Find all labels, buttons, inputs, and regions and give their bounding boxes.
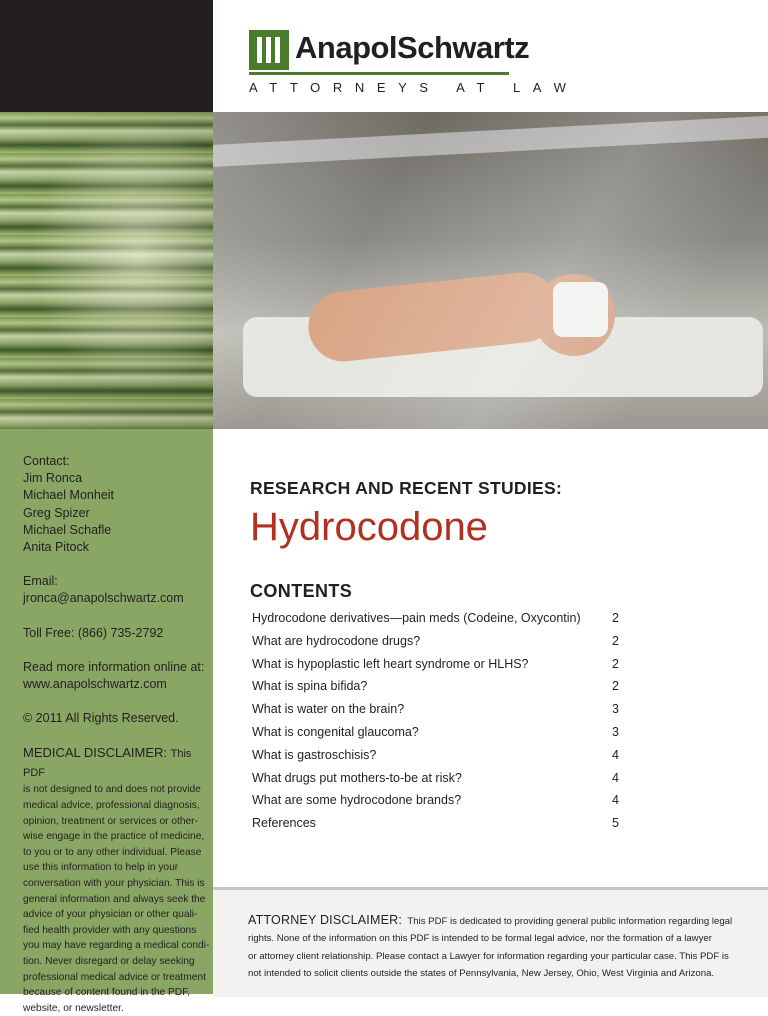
logo-rule — [249, 72, 509, 75]
medical-disclaimer-heading: MEDICAL DISCLAIMER: This PDF — [23, 745, 192, 780]
contact-label: Contact: — [23, 454, 70, 468]
toc-entry[interactable] — [252, 653, 632, 676]
header — [213, 0, 768, 112]
toc-entry-title: What is gastroschisis? — [252, 747, 377, 762]
medical-disclaimer-line: opinion, treatment or services or other- — [23, 815, 198, 827]
logo-columns-icon — [249, 30, 289, 70]
motion-blur-image — [0, 112, 213, 429]
email-label: Email: — [23, 574, 58, 589]
toc-entry[interactable] — [252, 767, 632, 790]
toc-entry-page: 5 — [612, 816, 619, 831]
medical-disclaimer-line: tion. Never disregard or delay seeking — [23, 955, 195, 967]
attorney-disclaimer-line: or attorney client relationship. Please contact a Lawyer for information regarding your particular case. This PDF is — [248, 950, 729, 962]
medical-disclaimer-line: to you or to any other individual. Please — [23, 846, 202, 858]
contact-name: Greg Spizer — [23, 505, 90, 520]
toc-entry-page: 3 — [612, 702, 619, 717]
toc-entry[interactable] — [252, 812, 632, 835]
corner-block — [0, 0, 213, 112]
contact-name: Jim Ronca — [23, 471, 83, 486]
contact-name: Michael Monheit — [23, 488, 115, 503]
toc-entry[interactable] — [252, 607, 632, 630]
medical-disclaimer-line: is not designed to and does not provide — [23, 784, 201, 796]
medical-disclaimer-line: because of content found in the PDF, — [23, 987, 191, 999]
document-subtitle: RESEARCH AND RECENT STUDIES: — [250, 478, 563, 498]
medical-disclaimer-line: wise engage in the practice of medicine, — [23, 831, 205, 843]
toc-entry[interactable] — [252, 675, 632, 698]
toc-entry-page: 3 — [612, 724, 619, 739]
attorney-disclaimer-line: not intended to solicit clients outside the states of Pennsylvania, New Jersey, Ohio, West Virginia and Arizona. — [248, 968, 715, 980]
attorney-disclaimer-line: rights. None of the information on this PDF is intended to be formal legal advice, nor the formation of a lawyer — [248, 933, 712, 945]
toc-entry-title: What drugs put mothers-to-be at risk? — [252, 770, 462, 785]
toc-entry[interactable] — [252, 630, 632, 653]
toc-entry-page: 2 — [612, 656, 619, 671]
toc-entry-page: 4 — [612, 747, 619, 762]
toc-entry[interactable] — [252, 698, 632, 721]
toc-entry-page: 2 — [612, 633, 619, 648]
toc-entry-title: What are hydrocodone drugs? — [252, 633, 421, 648]
toc-entry-title: What is congenital glaucoma? — [252, 724, 419, 739]
contact-sidebar — [0, 429, 213, 1014]
toc-entry-page: 4 — [612, 793, 619, 808]
toc-entry[interactable] — [252, 721, 632, 744]
medical-disclaimer-line: fied health provider with any questions — [23, 924, 197, 936]
brand-name: AnapolSchwartz — [295, 30, 530, 65]
table-of-contents — [252, 607, 632, 835]
attorney-disclaimer — [248, 912, 748, 983]
toc-entry-page: 2 — [612, 611, 619, 625]
attorney-disclaimer-heading: ATTORNEY DISCLAIMER: — [248, 913, 403, 927]
contact-name: Anita Pitock — [23, 540, 90, 555]
toc-entry[interactable] — [252, 789, 632, 812]
toc-entry-title: Hydrocodone derivatives—pain meds (Codeine, Oxycontin) — [252, 611, 581, 625]
copyright: © 2011 All Rights Reserved. — [23, 711, 179, 726]
toc-entry-title: What are some hydrocodone brands? — [252, 793, 462, 808]
brand-tagline: ATTORNEYS AT LAW — [249, 80, 579, 95]
toc-entry-title: What is water on the brain? — [252, 702, 405, 717]
toc-entry-page: 2 — [612, 679, 619, 694]
toc-entry-title: What is hypoplastic left heart syndrome or HLHS? — [252, 656, 529, 671]
contact-name: Michael Schafle — [23, 522, 112, 537]
email-link[interactable]: jronca@anapolschwartz.com — [23, 591, 184, 606]
medical-disclaimer-line: conversation with your physician. This is — [23, 878, 205, 889]
attorney-disclaimer-line: This PDF is dedicated to providing general public information regarding legal — [407, 916, 733, 927]
document-title: Hydrocodone — [250, 505, 488, 549]
read-more-label: Read more information online at: — [23, 659, 205, 674]
toc-entry[interactable] — [252, 744, 632, 767]
toc-entry-title: What is spina bifida? — [252, 679, 368, 694]
toc-entry-page: 4 — [612, 770, 619, 785]
website-link[interactable]: www.anapolschwartz.com — [23, 677, 167, 692]
medical-disclaimer-line: professional medical advice or treatment — [23, 971, 206, 983]
medical-disclaimer-line: use this information to help in your — [23, 862, 179, 874]
medical-disclaimer-line: advice of your physician or other quali- — [23, 909, 198, 921]
toll-free-phone: Toll Free: (866) 735-2792 — [23, 625, 164, 640]
toc-entry-title: References — [252, 816, 316, 831]
medical-disclaimer-line: medical advice, professional diagnosis, — [23, 800, 200, 812]
medical-disclaimer-line: general information and always seek the — [23, 893, 206, 905]
incubator-photo — [213, 112, 768, 429]
contents-heading: CONTENTS — [250, 581, 353, 601]
medical-disclaimer-line: you may have regarding a medical condi- — [23, 940, 210, 952]
medical-disclaimer-line: website, or newsletter. — [23, 1002, 124, 1014]
